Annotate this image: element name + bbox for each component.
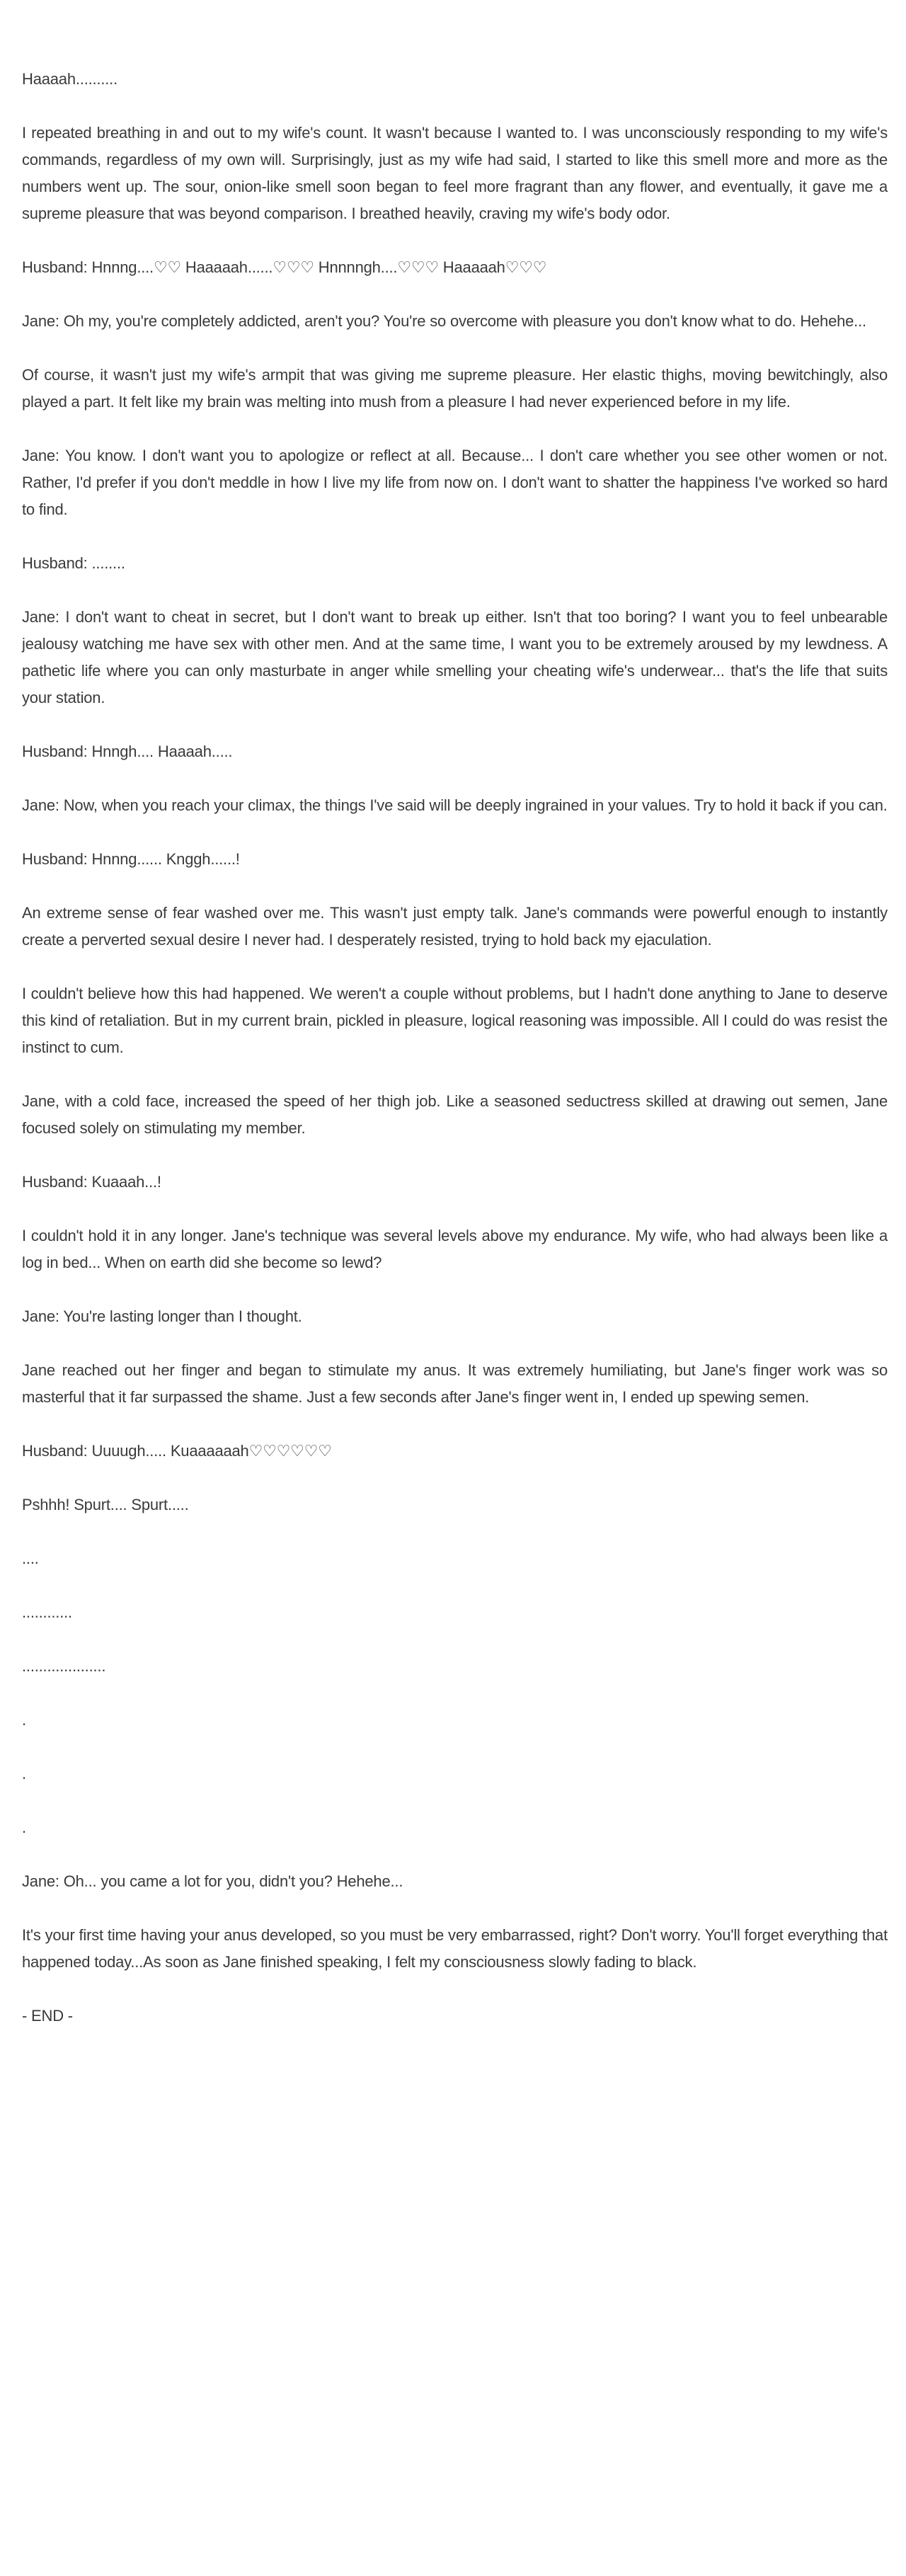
story-paragraph: Husband: Hnngh.... Haaaah..... [22, 743, 233, 760]
story-paragraph: Pshhh! Spurt.... Spurt..... [22, 1496, 189, 1513]
story-paragraph: An extreme sense of fear washed over me. This wasn't just empty talk. Jane's commands were powerful enough to instantly create a perverted sexual desire I never had. I desperately resisted, trying to hold back my ejaculation. [22, 904, 888, 949]
story-paragraph: Jane: You're lasting longer than I thought. [22, 1307, 302, 1325]
story-paragraph: Jane: Now, when you reach your climax, the things I've said will be deeply ingrained in your values. Try to hold it back if you can. [22, 796, 888, 814]
story-paragraph: It's your first time having your anus developed, so you must be very embarrassed, right? Don't worry. You'll forget everything that happened today...As soon as Jane finished speaking, I felt my consciousness slowly fading to black. [22, 1926, 888, 1971]
story-paragraph: - END - [22, 2007, 73, 2025]
story-paragraph: Jane, with a cold face, increased the speed of her thigh job. Like a seasoned seductress skilled at drawing out semen, Jane focused solely on stimulating my member. [22, 1092, 888, 1137]
story-paragraph: Husband: Hnnng...... Knggh......! [22, 850, 240, 868]
story-paragraph: Husband: ........ [22, 554, 125, 572]
story-paragraph: Jane: Oh my, you're completely addicted, aren't you? You're so overcome with pleasure you don't know what to do. Hehehe... [22, 312, 866, 330]
story-paragraph: . [22, 1711, 26, 1729]
story-paragraph: .... [22, 1550, 39, 1567]
story-paragraph: Jane: I don't want to cheat in secret, but I don't want to break up either. Isn't that too boring? I want you to feel unbearable jealousy watching me have sex with other men. And at the same time, I want you to be extremely aroused by my lewdness. A pathetic life where you can only masturbate in anger while smelling your cheating wife's underwear... that's the life that suits your station. [22, 608, 888, 706]
story-paragraph: I repeated breathing in and out to my wife's count. It wasn't because I wanted to. I was unconsciously responding to my wife's commands, regardless of my own will. Surprisingly, just as my wife had said, I started to like this smell more and more as the numbers went up. The sour, onion-like smell soon began to feel more fragrant than any flower, and eventually, it gave me a supreme pleasure that was beyond comparison. I breathed heavily, craving my wife's body odor. [22, 124, 888, 222]
story-paragraph: Jane: You know. I don't want you to apologize or reflect at all. Because... I don't care whether you see other women or not. Rather, I'd prefer if you don't meddle in how I live my life from now on. I don't want to shatter the happiness I've worked so hard to find. [22, 447, 888, 518]
story-paragraph: Jane reached out her finger and began to stimulate my anus. It was extremely humiliating, but Jane's finger work was so masterful that it far surpassed the shame. Just a few seconds after Jane's finger went in, I ended up spewing semen. [22, 1361, 888, 1406]
story-paragraph: I couldn't hold it in any longer. Jane's technique was several levels above my endurance. My wife, who had always been like a log in bed... When on earth did she become so lewd? [22, 1227, 888, 1271]
story-paragraph: Husband: Uuuugh..... Kuaaaaaah♡♡♡♡♡♡ [22, 1442, 332, 1460]
story-paragraph: I couldn't believe how this had happened. We weren't a couple without problems, but I hadn't done anything to Jane to deserve this kind of retaliation. But in my current brain, pickled in pleasure, logical reasoning was impossible. All I could do was resist the instinct to cum. [22, 985, 888, 1056]
story-paragraph: . [22, 1765, 26, 1782]
story-paragraph: ............ [22, 1603, 72, 1621]
story-paragraph: Jane: Oh... you came a lot for you, didn't you? Hehehe... [22, 1872, 403, 1890]
story-paragraph: Husband: Kuaaah...! [22, 1173, 161, 1191]
story-paragraph: . [22, 1819, 26, 1836]
story-paragraph: Of course, it wasn't just my wife's armpit that was giving me supreme pleasure. Her elastic thighs, moving bewitchingly, also played a part. It felt like my brain was melting into mush from a pleasure I had never experienced before in my life. [22, 366, 888, 411]
story-paragraph: .................... [22, 1657, 106, 1675]
story-paragraph: Haaaah.......... [22, 70, 117, 88]
story-paragraph: Husband: Hnnng....♡♡ Haaaaah......♡♡♡ Hnnnngh....♡♡♡ Haaaaah♡♡♡ [22, 258, 547, 276]
